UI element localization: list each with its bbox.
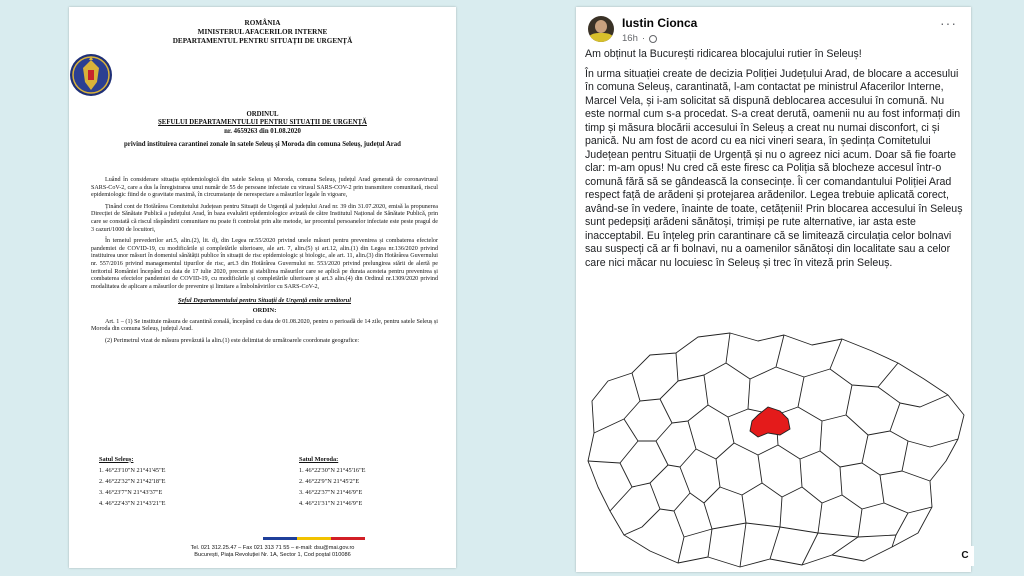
issuer-line: Șeful Departamentului pentru Situații de Urgență emite următorul — [177, 297, 352, 305]
header-department: DEPARTAMENTUL PENTRU SITUAȚII DE URGENȚĂ — [172, 37, 353, 45]
article-1: Art. 1 – (1) Se instituie măsura de carantină zonală, începând cu data de 01.08.2020, pentru o perioadă de 14 zile, pentru satele Seleuș și Moroda din comuna Seleuș, județul Arad. — [91, 318, 438, 333]
map-outline — [588, 333, 964, 567]
order-about: privind instituirea carantinei zonale în satele Seleuș și Moroda din comuna Seleuș, județul Arad — [124, 141, 401, 149]
official-order-document — [69, 7, 456, 568]
village-title: Satul Seleuș: — [99, 456, 134, 463]
coords-moroda — [299, 454, 449, 509]
header-ministry: MINISTERUL AFACERILOR INTERNE — [197, 28, 328, 36]
paragraph: Luând în considerare situația epidemiologică din satele Seleuș și Moroda, comuna Seleuș, județul Arad generată de coronavirusul SARS-CoV-2, care a dus la înregistrarea unui număr de 55 de persoane infectate cu virusul SARS-COV-2 prin transmitere comunitară, riscul epidemiologic fiind de o gravitate maximă, în circumstanțe de nerespectare a măsurilor legale în vigoare, — [91, 177, 438, 199]
avatar[interactable] — [588, 16, 614, 42]
globe-icon — [649, 35, 657, 43]
ordin-label: ORDIN: — [252, 306, 277, 314]
coord-row: 1. 46°23'10"N 21°41'45"E — [99, 467, 166, 474]
coord-row: 2. 46°22'32"N 21°42'18"E — [99, 478, 166, 485]
post-headline: Am obținut la București ridicarea blocajului rutier în Seleuș! — [585, 48, 862, 60]
document-header — [69, 19, 456, 46]
coord-row: 3. 46°23'7"N 21°43'37"E — [99, 489, 163, 496]
social-post — [576, 7, 971, 572]
county-map — [580, 323, 969, 569]
header-country: ROMÂNIA — [244, 19, 281, 27]
corner-button[interactable]: C — [956, 546, 974, 566]
post-body: În urma situației create de decizia Poliției Județului Arad, de blocare a accesului în comuna Seleuș, carantinată, l-am contactat pe ministrul Afacerilor Interne, Marcel Vela, și i-am solicitat să dispună deblocarea accesului în comună. Nu este normal cum s-a procedat. S-a creat derută, oamenii nu au fost informați din timp și măsura blocării accesului în Seleuș a creat nu numai disconfort, ci și panică. Nu am fost de acord cu ea nici vineri seara, în ședința Comitetului Județean pentru Situații de Urgență și nu o agreez nici acum. Doar să fie foarte clar: m-am opus! Nu cred că este firesc ca Poliția să blocheze accesul într-o comună fără să se gândească la consecințe. Îi cer comandantului Poliției Arad respect față de arădeni și protejarea arădenilor. Legea trebuie aplicată corect, având-se în vedere, înainte de toate, cetățenii! Prin blocarea accesului în Seleuș sunt pedepsiți arădeni sănătoși, trimiși pe rute alternative, iar asta este inacceptabil. Eu înțeleg prin carantinare că se limitează circulația celor bolnavi sau suspecți că ar fi bolnavi, nu a oamenilor sănătoși din localitate sau a celor care nici măcar nu locuiesc în Seleuș și trec în viteză prin Seleuș. — [585, 67, 963, 269]
coord-row: 1. 46°22'30"N 21°45'16"E — [299, 467, 366, 474]
coord-row: 2. 46°22'9"N 21°45'2"E — [299, 478, 360, 485]
post-meta: 16h · — [622, 33, 657, 44]
article-1-paragraph-2: (2) Perimetrul vizat de măsura prevăzută la alin.(1) este delimitat de următoarele coordonate geografice: — [105, 337, 360, 344]
coord-row: 3. 46°22'37"N 21°46'9"E — [299, 489, 363, 496]
post-author[interactable]: Iustin Cionca — [622, 16, 698, 30]
order-title: ORDINUL — [246, 111, 279, 118]
post-text — [585, 48, 965, 270]
document-footer — [109, 545, 436, 560]
more-options-icon[interactable]: ··· — [940, 15, 957, 31]
footer-contact: Tel. 021 312.25.47 – Fax 021 313 71 55 – e-mail: dsu@mai.gov.ro — [190, 545, 355, 551]
coord-row: 4. 46°22'43"N 21°43'21"E — [99, 500, 166, 507]
paragraph: Ținând cont de Hotărârea Comitetului Județean pentru Situații de Urgență al județului Arad nr. 39 din 31.07.2020, emisă la propunerea Direcției de Sănătate Publică a județului Arad, în baza evaluării epidemiologice avizată de către Institutul Național de Sănătate Publică, prin care se constată că riscul răspândirii comunitare nu poate fi controlat prin alte metode, iar procentul persoanelor infectate este peste pragul de 3 cazuri/1000 de locuitori, — [91, 203, 438, 233]
order-number: nr. 4659263 din 01.08.2020 — [224, 127, 301, 135]
document-body — [91, 177, 438, 349]
coat-of-arms-icon — [69, 50, 113, 100]
order-subtitle: ȘEFULUI DEPARTAMENTULUI PENTRU SITUAȚII DE URGENȚĂ — [158, 119, 367, 127]
flag-stripe-blue — [263, 537, 297, 540]
village-title: Satul Moroda: — [299, 456, 339, 463]
coord-row: 4. 46°21'31"N 21°46'9"E — [299, 500, 363, 507]
post-time[interactable]: 16h — [622, 33, 638, 44]
seleus-highlight — [750, 407, 790, 437]
coords-seleus — [99, 454, 249, 509]
footer-address: București, Piața Revoluției Nr. 1A, Sector 1, Cod poștal 010086 — [194, 552, 351, 559]
tricolor-line — [263, 537, 365, 540]
paragraph: În temeiul prevederilor art.5, alin.(2), lit. d), din Legea nr.55/2020 privind unele măsuri pentru prevenirea și combaterea efectelor pandemiei de COVID-19, cu modificările și completările ulterioare, ale art. 7, alin.(5) și art.12, alin.(1) din Legea nr.136/2020 privind instituirea unor măsuri în domeniul sănătății publice în situații de risc epidemiologic și biologic, ale art. 11, alin.(3) din Hotărârea Guvernului nr. 557/2016 privind managementul tipurilor de risc, art.3 din Hotărârea Guvernului nr. 553/2020 privind prelungirea stării de alertă pe teritoriul României începând cu data de 17 iulie 2020, precum și stabilirea măsurilor care se aplică pe durata acesteia pentru prevenirea și combaterea efectelor pandemiei de COVID-19, cu modificările și completările ulterioare și art.3 alin.(4) din Ordinul nr.1309/2020 privind modalitatea de aplicare a măsurilor de prevenire și limitare a îmbolnăvirilor cu SARS-CoV-2, — [91, 238, 438, 290]
flag-stripe-yellow — [297, 537, 331, 540]
flag-stripe-red — [331, 537, 365, 540]
